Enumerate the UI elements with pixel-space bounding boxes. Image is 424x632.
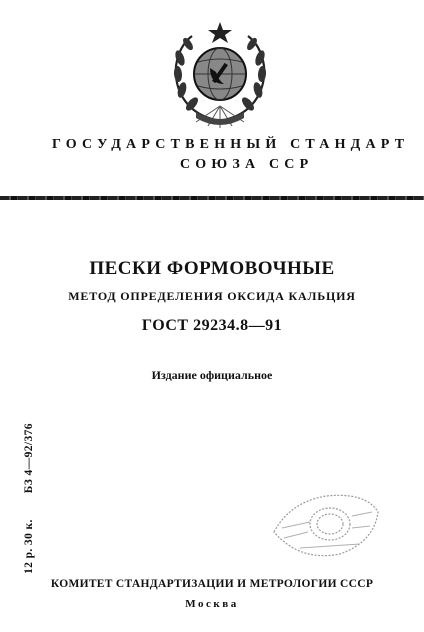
state-emblem-icon	[166, 18, 274, 130]
price-text: 12 р. 30 к.	[23, 519, 35, 574]
state-standard-heading: ГОСУДАРСТВЕННЫЙ СТАНДАРТ	[52, 137, 410, 152]
divider-rule	[0, 196, 424, 200]
document-title: ПЕСКИ ФОРМОВОЧНЫЕ	[89, 258, 335, 279]
edition-note: Издание официальное	[151, 368, 273, 382]
catalog-number: БЗ 4—92/376	[23, 423, 35, 494]
committee-name: КОМИТЕТ СТАНДАРТИЗАЦИИ И МЕТРОЛОГИИ СССР	[50, 578, 374, 590]
library-stamp-icon	[270, 482, 382, 564]
side-imprint	[23, 423, 35, 574]
union-heading: СОЮЗА ССР	[180, 157, 314, 172]
publication-city: Москва	[185, 598, 239, 610]
document-subtitle: МЕТОД ОПРЕДЕЛЕНИЯ ОКСИДА КАЛЬЦИЯ	[68, 289, 356, 303]
standard-number: ГОСТ 29234.8—91	[141, 317, 283, 334]
